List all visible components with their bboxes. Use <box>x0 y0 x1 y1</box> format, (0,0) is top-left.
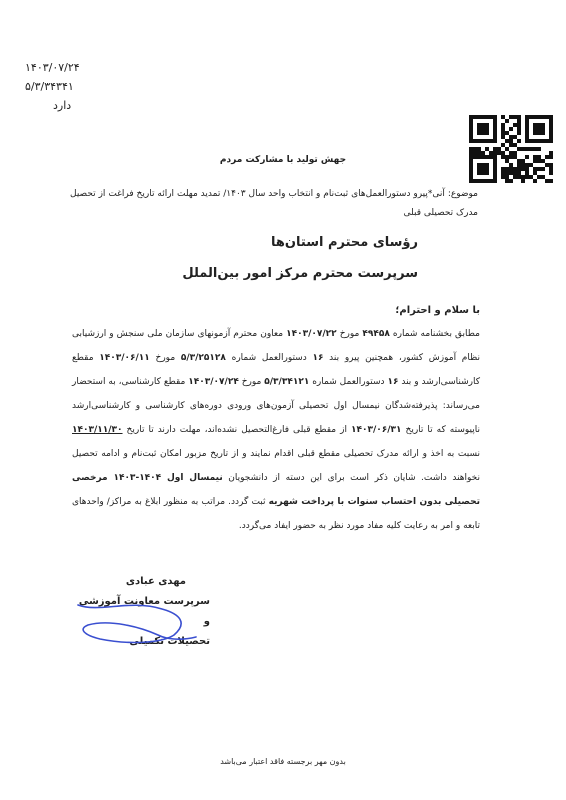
body-text: مطابق بخشنامه شماره <box>389 329 480 339</box>
signer-title-2: تحصیلات تکمیلی <box>129 636 210 647</box>
circular-date: ۱۴۰۳/۰۷/۲۲ <box>286 329 337 339</box>
letter-attachment: دارد <box>53 99 72 112</box>
body-text: مقطع کارشناسی، به استحضار می‌رساند: پذیرفته‌شدگان نیمسال اول تحصیلی آزمون‌های ورودی دوره‌های کارشناسی و کارشناسی‌ارشد ناپیوسته که تا تاریخ <box>72 377 480 435</box>
circular-number: ۴۹۴۵۸ <box>362 329 390 339</box>
instruction-date: ۱۴۰۳/۰۷/۲۴ <box>188 377 239 387</box>
signature-icon <box>70 595 210 645</box>
instruction-date: ۱۴۰۳/۰۶/۱۱ <box>99 353 150 363</box>
body-text: نسبت به اخذ و ارائه مدرک تحصیلی مقطع قبلی اقدام نمایند و از تاریخ مزبور امکان ثبت‌نام و ادامه تحصیل نخواهند داشت. شایان ذکر است برای این دسته از دانشجویان <box>72 449 480 483</box>
letter-subject: موضوع: آنی*پیرو دستورالعمل‌های ثبت‌نام و انتخاب واحد سال ۱۴۰۳/ تمدید مهلت ارائه تاریخ فراغت از تحصیل مدرک تحصیلی قبلی <box>70 189 478 218</box>
qr-code-icon <box>469 115 553 183</box>
recipient-line-1: رؤسای محترم استان‌ها <box>271 235 418 250</box>
body-text: از مقطع قبلی فارغ‌التحصیل نشده‌اند، مهلت دارند تا تاریخ <box>122 425 351 435</box>
letter-number: ۵/۳/۳۴۳۴۱ <box>25 80 74 93</box>
signer-name: مهدی عبادی <box>125 576 186 587</box>
deadline-date: ۱۴۰۳/۱۱/۳۰ <box>72 425 123 435</box>
body-text: معاون محترم آزمونهای سازمان ملی سنجش و ارزشیابی نظام آموزش کشور، همچنین پیرو بند <box>72 329 480 363</box>
letter-date: ۱۴۰۳/۰۷/۲۴ <box>25 61 80 74</box>
motto: جهش تولید با مشارکت مردم <box>219 155 347 165</box>
body-text: مورخ <box>238 377 265 387</box>
leave-clause: نیمسال اول ۱۴۰۴-۱۴۰۳ مرخصی تحصیلی بدون احتساب سنوات با پرداخت شهریه <box>72 473 480 507</box>
signer-title-1: سرپرست معاونت آموزشی و <box>78 596 210 627</box>
body-text: دستورالعمل شماره <box>309 377 388 387</box>
footer-note: بدون مهر برجسته فاقد اعتبار می‌باشد <box>220 757 346 766</box>
body-text: ثبت گردد. مراتب به منظور ابلاغ به مراکز/ واحدهای تابعه و امر به رعایت کلیه مفاد مورد نظر به حضور ایفاد می‌گردد. <box>72 497 480 531</box>
clause-number: ۱۶ <box>387 377 399 387</box>
recipient-line-2: سرپرست محترم مرکز امور بین‌الملل <box>182 266 418 281</box>
body-text: مورخ <box>149 353 181 363</box>
instruction-number: ۵/۳/۲۵۱۲۸ <box>180 353 226 363</box>
body-text: دستورالعمل شماره <box>225 353 313 363</box>
cutoff-date: ۱۴۰۳/۰۶/۳۱ <box>350 425 402 435</box>
body-text: مقطع کارشناسی‌ارشد و بند <box>72 353 480 387</box>
instruction-number: ۵/۳/۳۴۱۲۱ <box>264 377 310 387</box>
letter-body <box>72 322 480 538</box>
clause-number: ۱۶ <box>312 353 324 363</box>
greeting: با سلام و احترام؛ <box>395 305 480 316</box>
body-text: مورخ <box>336 329 363 339</box>
letter-meta <box>25 58 80 115</box>
